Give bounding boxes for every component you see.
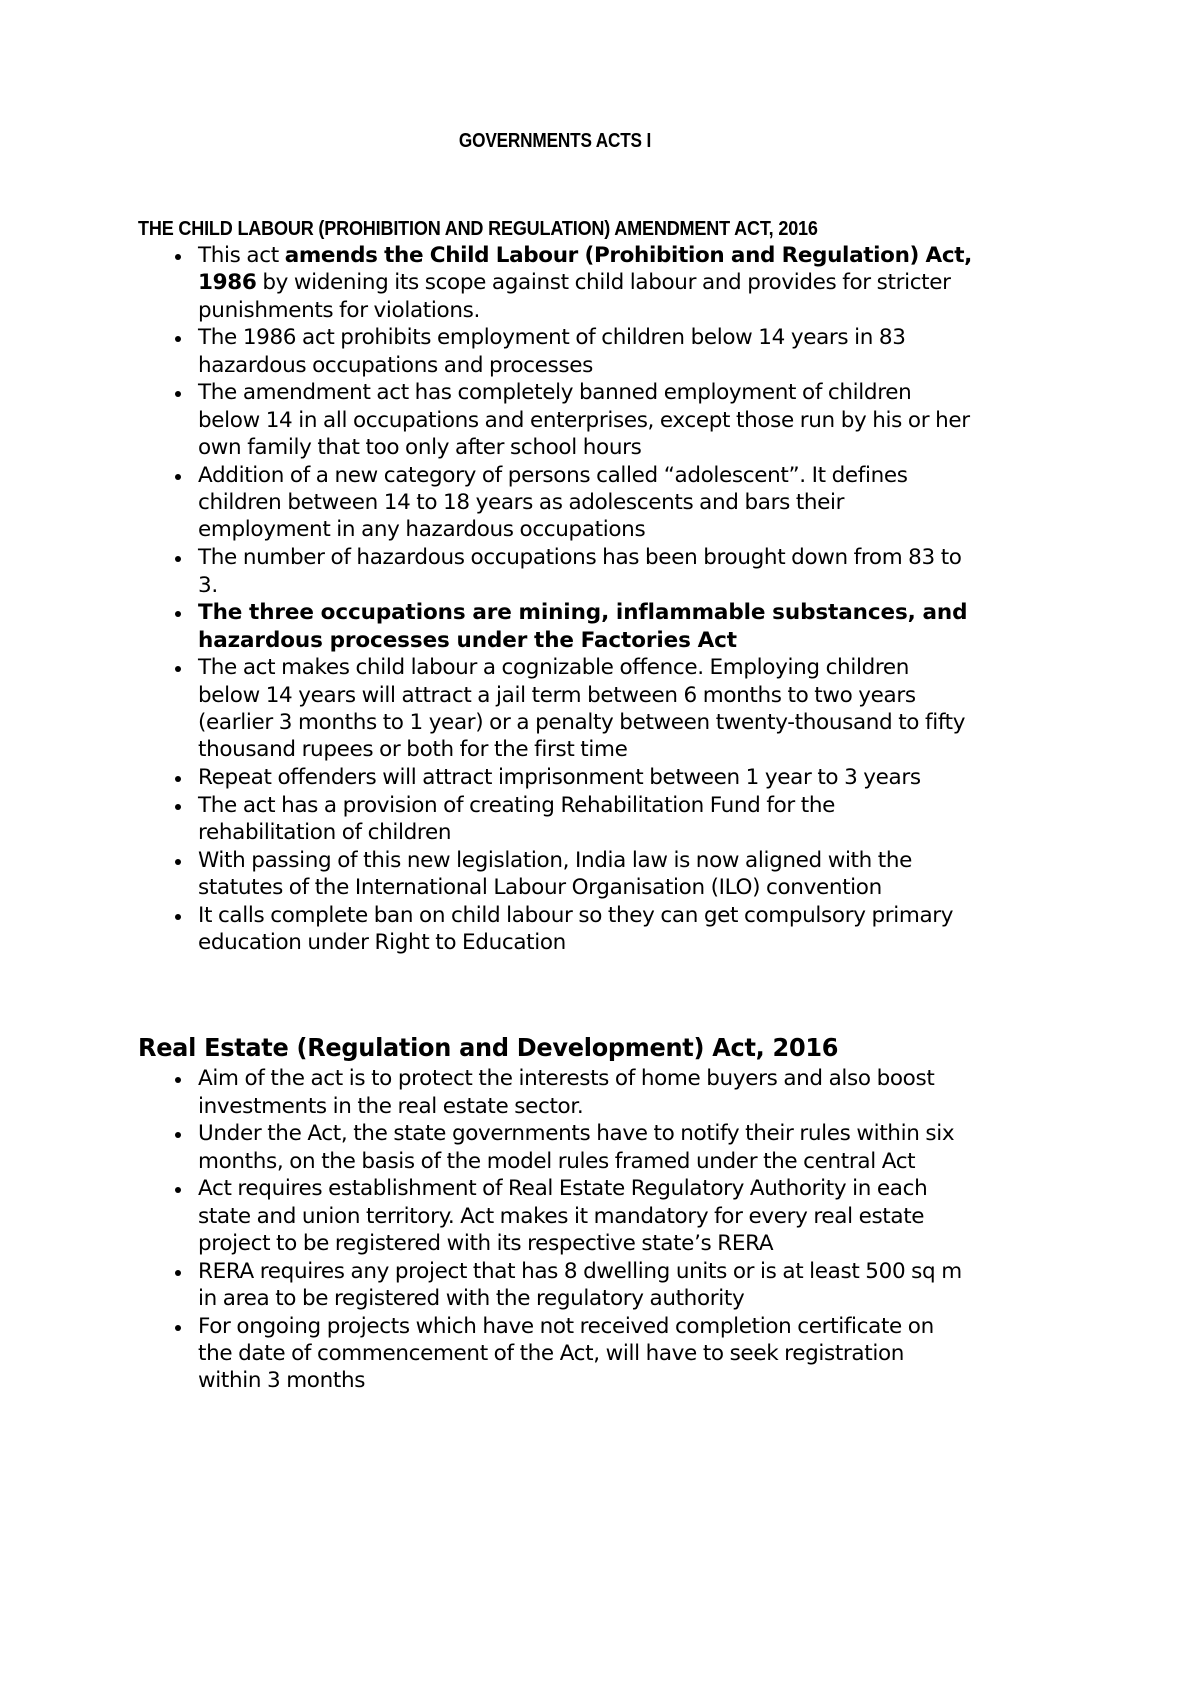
bullet-1986-act: The 1986 act prohibits employment of children below 14 years in 83 hazardous occupations and processes — [138, 324, 972, 379]
emphasis-text: amends the Child Labour (Prohibition and Regulation) Act, 1986 — [198, 243, 972, 296]
bullet-state-rules: Under the Act, the state governments have to notify their rules within six months, on the basis of the model rules framed under the central Act — [138, 1120, 972, 1175]
bullet-adolescent: Addition of a new category of persons called “adolescent”. It defines children between 14 to 18 years as adolescents and bars their employment in any hazardous occupations — [138, 462, 972, 544]
title-spacer — [138, 154, 972, 216]
bullet-dwelling-units: RERA requires any project that has 8 dwelling units or is at least 500 sq m in area to be registered with the regulatory authority — [138, 1258, 972, 1313]
bullet-cognizable-offence: The act makes child labour a cognizable offence. Employing children below 14 years will attract a jail term between 6 months to two years (earlier 3 months to 1 year) or a penalty between twenty-thousand to fifty thousand rupees or both for the first time — [138, 654, 972, 763]
document-content — [138, 128, 972, 1395]
bullet-rera-authority: Act requires establishment of Real Estate Regulatory Authority in each state and union territory. Act makes it mandatory for every real estate project to be registered with its respective state’s RERA — [138, 1175, 972, 1257]
bullet-ilo: With passing of this new legislation, India law is now aligned with the statutes of the International Labour Organisation (ILO) convention — [138, 847, 972, 902]
section-spacer — [138, 957, 972, 1031]
page-title: GOVERNMENTS ACTS I — [458, 130, 652, 152]
bullet-repeat-offenders: Repeat offenders will attract imprisonment between 1 year to 3 years — [138, 764, 972, 791]
bullet-rte: It calls complete ban on child labour so they can get compulsory primary education under Right to Education — [138, 902, 972, 957]
bullet-list-child-labour — [138, 242, 972, 957]
bullet-three-occupations: The three occupations are mining, inflammable substances, and hazardous processes under the Factories Act — [138, 599, 972, 654]
section-heading-real-estate: Real Estate (Regulation and Development) Act, 2016 — [138, 1033, 839, 1063]
bullet-rehabilitation-fund: The act has a provision of creating Rehabilitation Fund for the rehabilitation of children — [138, 792, 972, 847]
bullet-hazardous-count: The number of hazardous occupations has been brought down from 83 to 3. — [138, 544, 972, 599]
bullet-complete-ban: The amendment act has completely banned employment of children below 14 in all occupations and enterprises, except those run by his or her own family that too only after school hours — [138, 379, 972, 461]
bullet-ongoing-projects: For ongoing projects which have not received completion certificate on the date of commencement of the Act, will have to seek registration within 3 months — [138, 1313, 972, 1395]
bullet-aim: Aim of the act is to protect the interests of home buyers and also boost investments in the real estate sector. — [138, 1065, 972, 1120]
bullet-list-real-estate — [138, 1065, 972, 1395]
bullet-amends: This act amends the Child Labour (Prohibition and Regulation) Act, 1986 by widening its scope against child labour and provides for stricter punishments for violations. — [138, 242, 972, 324]
section-heading-child-labour: THE CHILD LABOUR (PROHIBITION AND REGULATION) AMENDMENT ACT, 2016 — [138, 217, 818, 240]
